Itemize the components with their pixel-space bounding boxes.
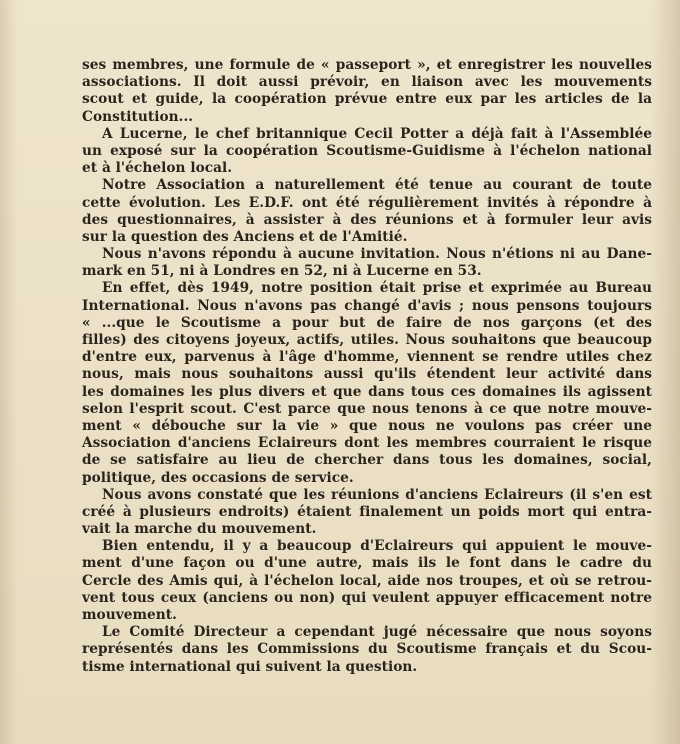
text-line: mark en 51, ni à Londres en 52, ni à Lucerne en 53. <box>82 263 482 280</box>
text-line: un exposé sur la coopération Scoutisme-Guidisme à l'échelon national <box>82 142 652 159</box>
text-line: ses membres, une formule de « passeport », et enregistrer les nouvelles <box>82 57 652 73</box>
text-line: vent tous ceux (anciens ou non) qui veulent appuyer efficacement notre <box>82 589 652 606</box>
text-line: vait la marche du mouvement. <box>82 521 317 538</box>
text-line: tisme international qui suivent la question. <box>82 658 418 675</box>
text-line: ment d'une façon ou d'une autre, mais ils le font dans le cadre du <box>82 555 652 572</box>
text-line: cette évolution. Les E.D.F. ont été régulièrement invités à répondre à <box>82 194 652 211</box>
text-line: Cercle des Amis qui, à l'échelon local, aide nos troupes, et où se retrou- <box>82 572 652 589</box>
text-line: scout et guide, la coopération prévue entre eux par les articles de la <box>82 91 652 108</box>
text-line: mouvement. <box>82 607 177 623</box>
text-line: Notre Association a naturellement été tenue au courant de toute <box>102 177 652 194</box>
text-line: filles) des citoyens joyeux, actifs, utiles. Nous souhaitons que beaucoup <box>82 332 652 348</box>
text-line: selon l'esprit scout. C'est parce que nous tenons à ce que notre mouve- <box>82 400 652 417</box>
text-line: Bien entendu, il y a beaucoup d'Eclaireurs qui appuient le mouve- <box>102 538 652 555</box>
text-line: des questionnaires, à assister à des réunions et à formuler leur avis <box>82 211 652 228</box>
text-line: représentés dans les Commissions du Scoutisme français et du Scou- <box>82 641 652 658</box>
text-line: sur la question des Anciens et de l'Amitié. <box>82 228 408 245</box>
text-line: et à l'échelon local. <box>82 160 233 177</box>
text-line: les domaines les plus divers et que dans tous ces domaines ils agissent <box>82 383 652 400</box>
text-line: nous, mais nous souhaitons aussi qu'ils étendent leur activité dans <box>82 366 652 383</box>
body-text <box>82 57 652 676</box>
text-line: d'entre eux, parvenus à l'âge d'homme, viennent se rendre utiles chez <box>82 349 652 366</box>
text-line: A Lucerne, le chef britannique Cecil Potter a déjà fait à l'Assemblée <box>102 125 652 142</box>
text-line: Nous n'avons répondu à aucune invitation. Nous n'étions ni au Dane- <box>102 246 652 263</box>
text-line: associations. Il doit aussi prévoir, en liaison avec les mouvements <box>82 74 652 91</box>
text-line: de se satisfaire au lieu de chercher dans tous les domaines, social, <box>82 452 652 469</box>
text-line: Association d'anciens Eclaireurs dont les membres courraient le risque <box>82 435 652 452</box>
text-line: créé à plusieurs endroits) étaient finalement un poids mort qui entra- <box>82 503 652 520</box>
text-line: En effet, dès 1949, notre position était prise et exprimée au Bureau <box>102 280 652 297</box>
text-line: « ...que le Scoutisme a pour but de faire de nos garçons (et des <box>82 314 652 331</box>
text-line: Nous avons constaté que les réunions d'anciens Eclaireurs (il s'en est <box>102 486 652 503</box>
text-line: International. Nous n'avons pas changé d'avis ; nous pensons toujours <box>82 297 652 314</box>
text-line: Constitution... <box>82 108 194 125</box>
text-line: ment « débouche sur la vie » que nous ne voulons pas créer une <box>82 417 652 434</box>
text-line: politique, des occasions de service. <box>82 469 354 486</box>
text-line: Le Comité Directeur a cependant jugé nécessaire que nous soyons <box>102 624 652 641</box>
